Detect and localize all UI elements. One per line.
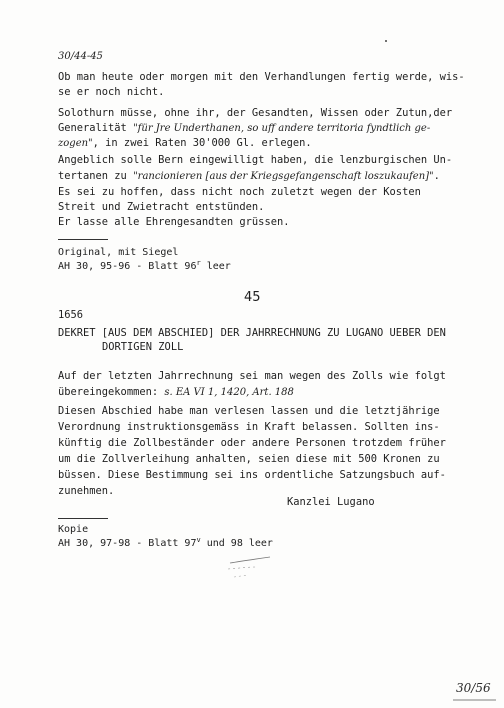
doc45-line-2 [58,386,294,399]
doc45-source-ref-text: AH 30, 97-98 - Blatt 97 [58,538,197,549]
doc44-source-ref [58,260,231,274]
doc45-title-line-1: DEKRET [AUS DEM ABSCHIED] DER JAHRRECHNUNG ZU LUGANO UEBER DEN [58,327,446,339]
source-divider-44 [58,239,108,240]
doc45-line-6: um die Zollverleihung anhalten, seien diese mit 500 Kronen zu [58,453,440,465]
doc44-line-7 [58,170,440,183]
handwritten-bracket [452,676,498,704]
doc45-citation: s. EA VI 1, 1420, Art. 188 [164,387,294,398]
doc45-source-type: Kopie [58,524,89,535]
doc45-line-2-text: übereingekommen: [58,386,165,398]
doc45-line-1: Auf der letzten Jahrrechnung sei man wegen des Zolls wie folgt [58,370,446,382]
document-number: 45 [244,290,261,305]
doc45-source-ref [58,537,273,551]
page-reference: 30/44-45 [58,51,103,62]
doc44-line-5 [58,137,312,150]
doc44-source-ref-text: AH 30, 95-96 - Blatt 96 [58,261,197,272]
handwritten-page-number: 30/56 [456,681,491,695]
doc44-line-10: Er lasse alle Ehrengesandten grüssen. [58,216,290,228]
speck-mark [385,40,387,42]
doc44-source-ref-end: leer [200,261,231,272]
doc44-line-9: Streit und Zwietracht entstünden. [58,201,265,213]
doc45-source-ref-end: und 98 leer [200,538,273,549]
doc44-line-4-text: Generalität [58,122,134,134]
doc45-line-4: Verordnung instruktionsgemäss in Kraft belassen. Sollten ins- [58,421,440,433]
doc44-quote-2: "rancionieren [aus der Kriegsgefangenschaft loszukaufen]" [133,171,434,182]
doc45-line-5: künftig die Zollbeständer oder andere Personen trotzdem früher [58,437,446,449]
doc44-line-5-text: , in zwei Raten 30'000 Gl. erlegen. [92,137,312,149]
doc45-year: 1656 [58,309,84,321]
doc44-source-type: Original, mit Siegel [58,247,179,258]
doc44-quote-1-end: zogen" [58,138,93,149]
doc44-quote-1: "für Jre Underthanen, so uff andere territoria fyndtlich ge- [133,123,431,134]
doc45-folio-side: v [196,536,201,544]
doc44-line-4 [58,122,430,135]
doc44-line-7-end: . [433,170,440,182]
source-divider-45 [58,518,108,519]
doc44-line-1: Ob man heute oder morgen mit den Verhandlungen fertig werde, wis- [58,71,465,83]
doc44-line-3: Solothurn müsse, ohne ihr, der Gesandten, Wissen oder Zutun,der [58,107,453,119]
doc45-line-8: zunehmen. [58,485,115,497]
pencil-scribble [226,553,276,583]
doc45-title-line-2: DORTIGEN ZOLL [102,341,184,353]
doc45-line-3: Diesen Abschied habe man verlesen lassen und die letztjährige [58,405,440,417]
doc44-line-2: se er noch nicht. [58,86,165,98]
doc44-line-6: Angeblich solle Bern eingewilligt haben, die lenzburgischen Un- [58,154,453,166]
doc44-folio-side: r [196,259,201,267]
doc45-signature: Kanzlei Lugano [287,496,375,508]
doc45-line-7: büssen. Diese Bestimmung sei ins ordentliche Satzungsbuch auf- [58,469,446,481]
doc44-line-7-text: tertanen zu [58,170,134,182]
doc44-line-8: Es sei zu hoffen, dass nicht noch zuletzt wegen der Kosten [58,186,421,198]
